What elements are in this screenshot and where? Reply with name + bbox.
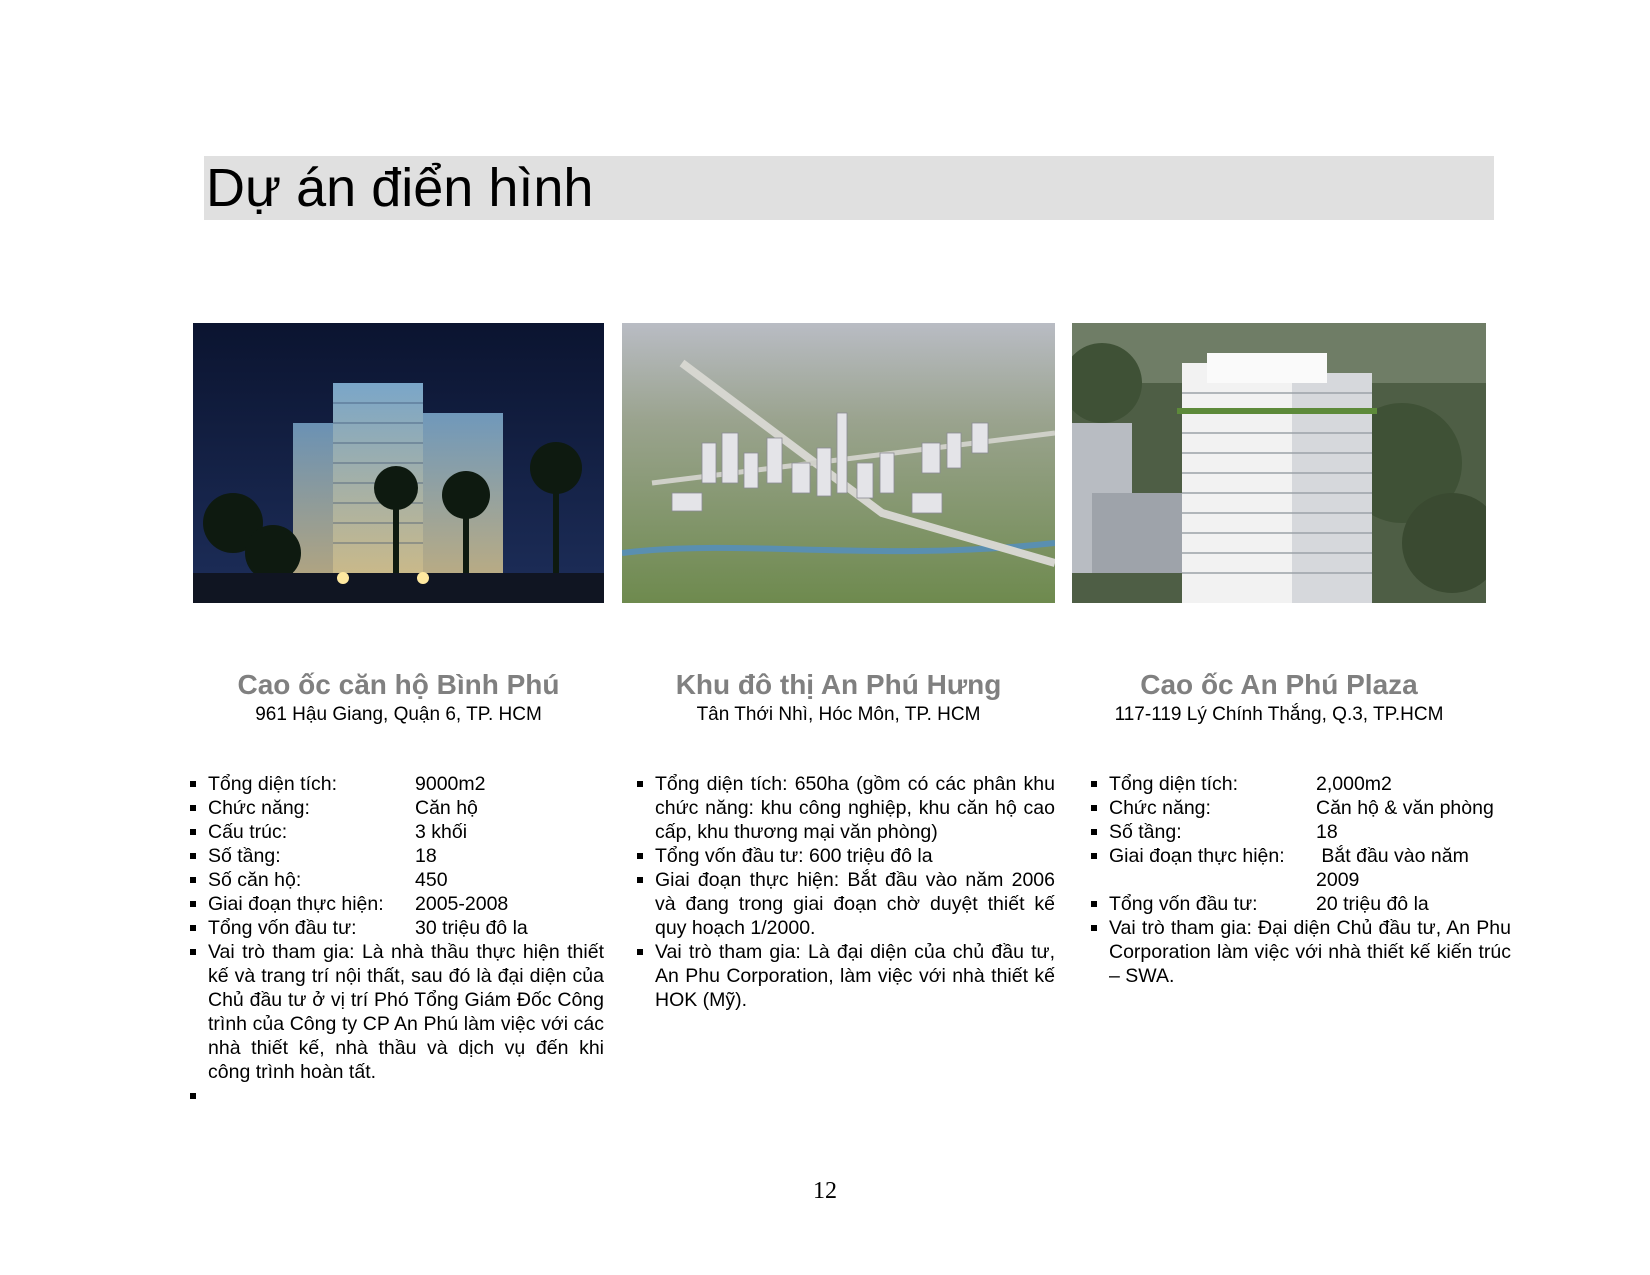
fact-label: Số tầng: <box>1109 821 1182 843</box>
fact-value: Căn hộ & văn phòng <box>1316 797 1494 819</box>
fact-value: 2005-2008 <box>415 893 509 915</box>
project-heading-an-phu-plaza <box>1072 668 1486 728</box>
fact-paragraph: Tổng diện tích: 650ha (gồm có các phân khu chức năng: khu công nghiệp, khu căn hộ cao cấp, khu thương mại văn phòng) <box>637 772 1055 844</box>
fact-value: 18 <box>415 845 437 867</box>
fact-label: Chức năng: <box>208 797 310 819</box>
fact-row <box>1091 796 1511 820</box>
fact-value: 9000m2 <box>415 773 486 795</box>
fact-label: Số tầng: <box>208 845 281 867</box>
fact-label: Chức năng: <box>1109 797 1211 819</box>
fact-label: Giai đoạn thực hiện: <box>1109 845 1285 867</box>
project-heading-an-phu-hung <box>622 668 1055 728</box>
fact-paragraph: Vai trò tham gia: Là đại diện của chủ đầu tư, An Phu Corporation, làm việc với nhà thiết kế HOK (Mỹ). <box>637 940 1055 1012</box>
fact-value: 450 <box>415 869 448 891</box>
fact-label: Giai đoạn thực hiện: <box>208 893 384 915</box>
fact-label: Tổng vốn đầu tư: <box>1109 893 1258 915</box>
page-number: 12 <box>813 1178 837 1204</box>
fact-row <box>1091 844 1511 892</box>
facts-an-phu-plaza <box>1091 772 1511 988</box>
fact-row <box>1091 892 1511 916</box>
fact-value: 3 khối <box>415 821 468 843</box>
fact-row <box>190 820 604 844</box>
fact-row <box>1091 820 1511 844</box>
fact-label: Tổng vốn đầu tư: <box>208 917 357 939</box>
binh-phu-photo <box>193 323 604 603</box>
facts-an-phu-hung <box>637 772 1055 1012</box>
fact-row <box>190 916 604 940</box>
fact-value: 30 triệu đô la <box>415 917 528 939</box>
project-name: Cao ốc An Phú Plaza <box>1140 669 1418 700</box>
project-name: Cao ốc căn hộ Bình Phú <box>237 669 560 700</box>
fact-row <box>190 892 604 916</box>
fact-row <box>1091 772 1511 796</box>
fact-value: 2,000m2 <box>1316 773 1392 795</box>
title-bar <box>204 156 1494 220</box>
fact-value: 18 <box>1316 821 1338 843</box>
fact-row <box>190 844 604 868</box>
project-address: 961 Hậu Giang, Quận 6, TP. HCM <box>255 704 542 725</box>
role-paragraph: Vai trò tham gia: Là nhà thầu thực hiện thiết kế và trang trí nội thất, sau đó là đại diện của Chủ đầu tư ở vị trí Phó Tổng Giám Đốc Công trình của Công ty CP An Phú làm việc với các nhà thiết kế, nhà thầu và dịch vụ đến khi công trình hoàn tất. <box>190 940 604 1084</box>
fact-row <box>190 796 604 820</box>
fact-label: Tổng diện tích: <box>208 773 337 795</box>
fact-value: Bắt đầu vào năm 2009 <box>1316 845 1475 891</box>
facts-binh-phu <box>190 772 604 1108</box>
empty-bullet <box>190 1084 604 1108</box>
fact-label: Số căn hộ: <box>208 869 302 891</box>
role-paragraph: Vai trò tham gia: Đại diện Chủ đầu tư, An Phu Corporation làm việc với nhà thiết kế kiến trúc – SWA. <box>1091 916 1511 988</box>
fact-label: Cấu trúc: <box>208 821 288 843</box>
project-address: Tân Thới Nhì, Hóc Môn, TP. HCM <box>696 704 981 725</box>
project-heading-binh-phu <box>193 668 604 728</box>
fact-row <box>190 772 604 796</box>
an-phu-hung-photo <box>622 323 1055 603</box>
fact-paragraph: Tổng vốn đầu tư: 600 triệu đô la <box>637 844 1055 868</box>
fact-value: 20 triệu đô la <box>1316 893 1429 915</box>
project-name: Khu đô thị An Phú Hưng <box>675 669 1002 700</box>
fact-row <box>190 868 604 892</box>
fact-value: Căn hộ <box>415 797 478 819</box>
fact-label: Tổng diện tích: <box>1109 773 1238 795</box>
page-title: Dự án điển hình <box>206 158 594 218</box>
fact-paragraph: Giai đoạn thực hiện: Bắt đầu vào năm 2006 và đang trong giai đoạn chờ duyệt thiết kế quy hoạch 1/2000. <box>637 868 1055 940</box>
project-address: 117-119 Lý Chính Thắng, Q.3, TP.HCM <box>1114 704 1444 725</box>
an-phu-plaza-photo <box>1072 323 1486 603</box>
